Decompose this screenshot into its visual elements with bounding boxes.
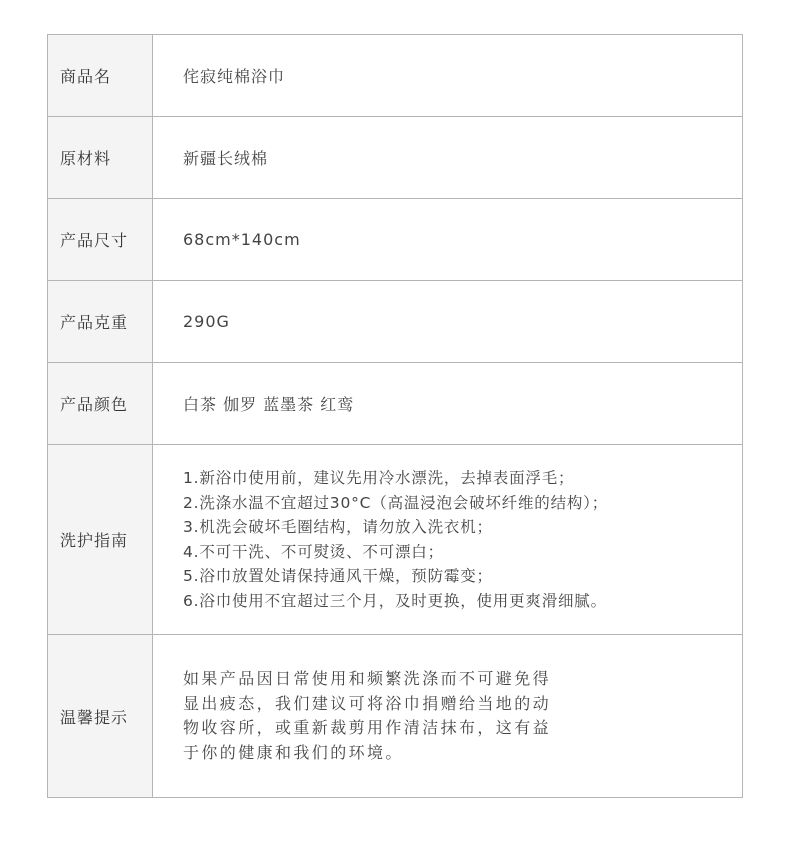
spec-row-tip bbox=[48, 635, 743, 798]
spec-value: 新疆长绒棉 bbox=[153, 117, 743, 199]
spec-row-size bbox=[48, 199, 743, 281]
care-guide-content bbox=[153, 445, 743, 635]
product-spec-table bbox=[47, 34, 743, 798]
spec-label: 洗护指南 bbox=[48, 445, 153, 635]
spec-value: 侘寂纯棉浴巾 bbox=[153, 35, 743, 117]
tip-line: 如果产品因日常使用和频繁洗涤而不可避免得 bbox=[183, 669, 552, 688]
care-instruction-list bbox=[183, 466, 742, 613]
care-instruction-item: 3.机洗会破坏毛圈结构，请勿放入洗衣机； bbox=[183, 518, 493, 536]
care-instruction-item: 6.浴巾使用不宜超过三个月，及时更换，使用更爽滑细腻。 bbox=[183, 591, 607, 610]
tip-line: 物收容所，或重新裁剪用作清洁抹布，这有益 bbox=[183, 718, 552, 737]
spec-label: 产品克重 bbox=[48, 281, 153, 363]
spec-label: 产品尺寸 bbox=[48, 199, 153, 281]
care-instruction-item: 5.浴巾放置处请保持通风干燥，预防霉变； bbox=[183, 567, 493, 585]
spec-label: 商品名 bbox=[48, 35, 153, 117]
spec-row-weight bbox=[48, 281, 743, 363]
care-instruction-item: 1.新浴巾使用前，建议先用冷水漂洗，去掉表面浮毛； bbox=[183, 469, 575, 487]
care-instruction-item: 4.不可干洗、不可熨烫、不可漂白； bbox=[183, 542, 444, 561]
spec-value: 68cm*140cm bbox=[153, 199, 743, 281]
tip-paragraph bbox=[183, 667, 742, 765]
spec-row-care-guide bbox=[48, 445, 743, 635]
spec-row-colors bbox=[48, 363, 743, 445]
tip-line: 于你的健康和我们的环境。 bbox=[183, 742, 404, 762]
spec-value: 白茶 伽罗 蓝墨茶 红鸾 bbox=[153, 363, 743, 445]
care-instruction-item: 2.洗涤水温不宜超过30°C（高温浸泡会破坏纤维的结构）； bbox=[183, 493, 609, 512]
spec-row-product-name bbox=[48, 35, 743, 117]
tip-line: 显出疲态，我们建议可将浴巾捐赠给当地的动 bbox=[183, 693, 552, 713]
spec-label: 产品颜色 bbox=[48, 363, 153, 445]
spec-label: 原材料 bbox=[48, 117, 153, 199]
spec-value: 290G bbox=[153, 281, 743, 363]
tip-content bbox=[153, 635, 743, 798]
spec-label: 温馨提示 bbox=[48, 635, 153, 798]
spec-row-material bbox=[48, 117, 743, 199]
